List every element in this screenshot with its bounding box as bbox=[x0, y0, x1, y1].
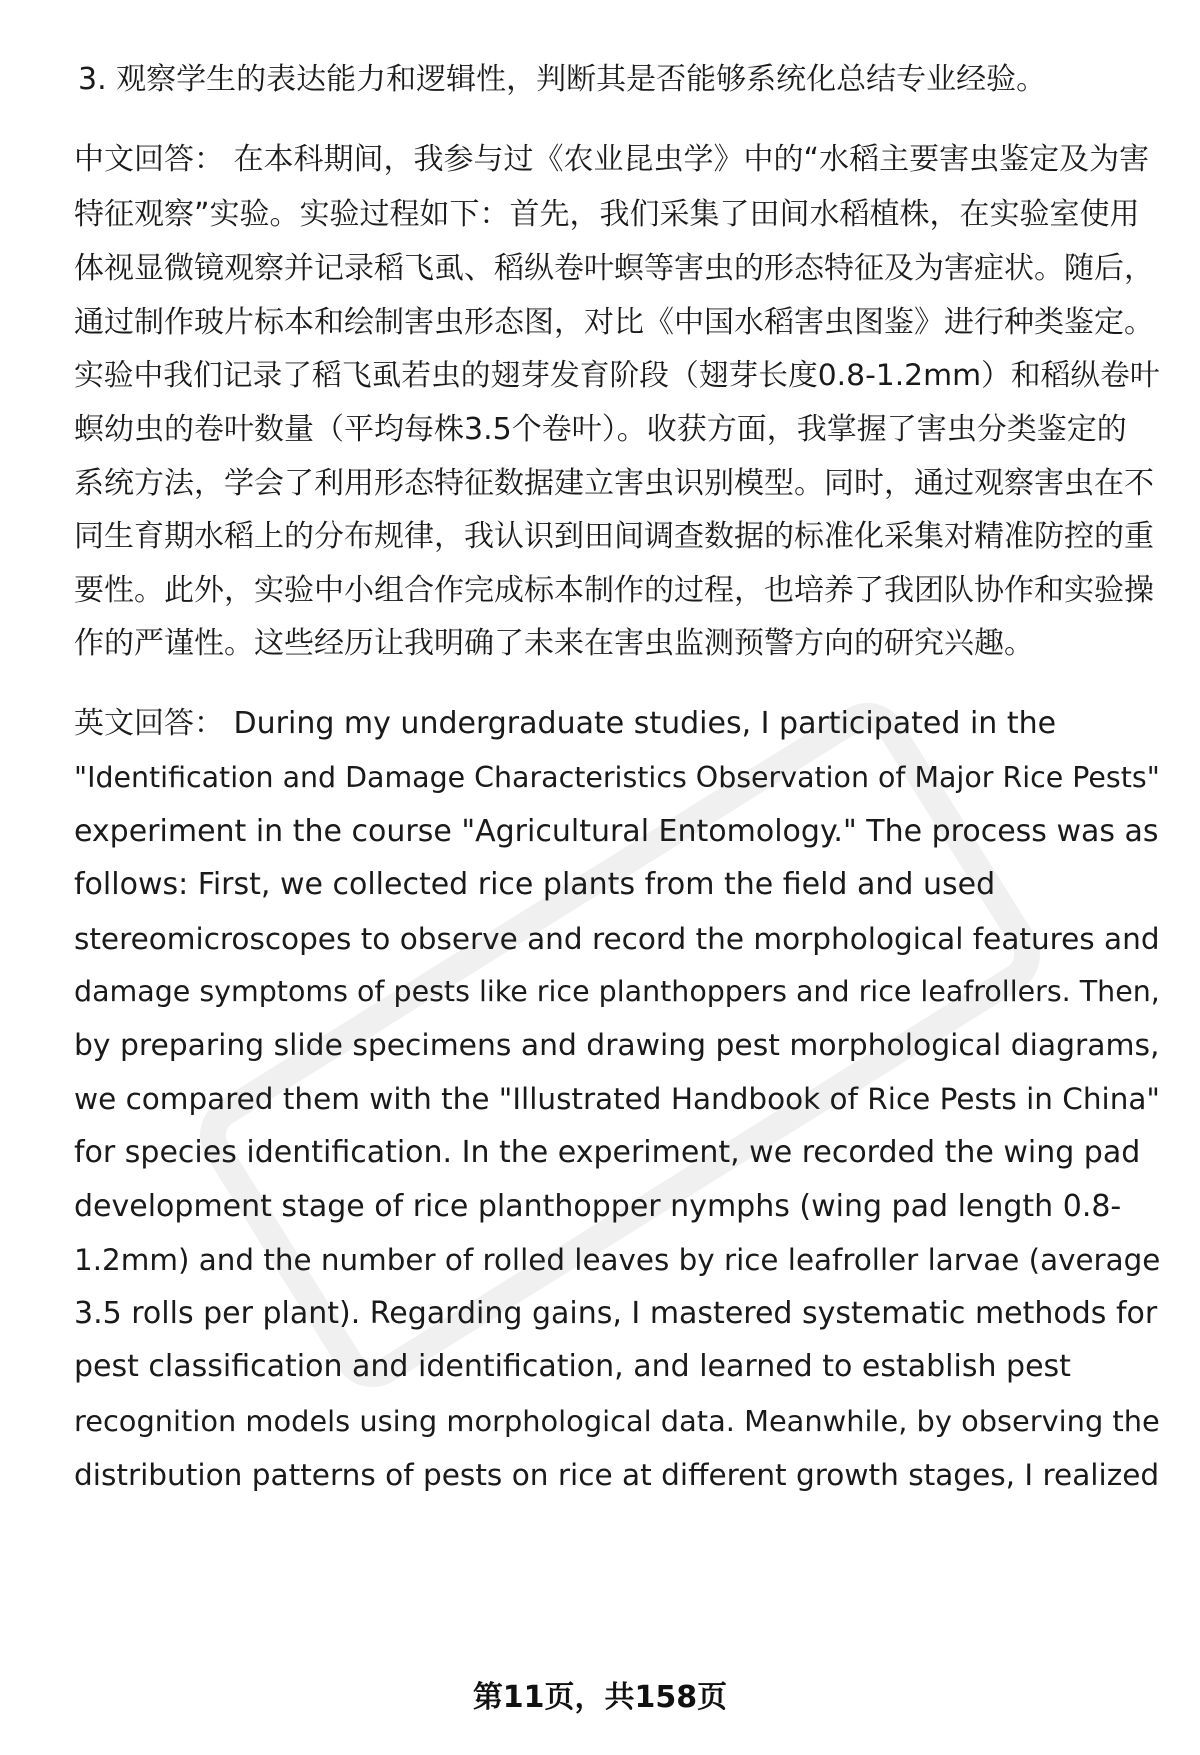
english-answer-line: damage symptoms of pests like rice planthoppers and rice leafrollers. Then, bbox=[74, 975, 1160, 1008]
english-answer-line: follows: First, we collected rice plants from the field and used bbox=[74, 867, 996, 902]
chinese-answer-line: 系统方法，学会了利用形态特征数据建立害虫识别模型。同时，通过观察害虫在不 bbox=[74, 466, 1154, 501]
chinese-answer-line: 特征观察”实验。实验过程如下：首先，我们采集了田间水稻植株，在实验室使用 bbox=[74, 197, 1140, 232]
english-answer-line: distribution patterns of pests on rice at different growth stages, I realized bbox=[74, 1458, 1160, 1492]
english-answer-line: by preparing slide specimens and drawing pest morphological diagrams, bbox=[74, 1028, 1160, 1063]
english-answer-line: 3.5 rolls per plant). Regarding gains, I mastered systematic methods for bbox=[74, 1296, 1158, 1331]
english-answer-line: recognition models using morphological data. Meanwhile, by observing the bbox=[74, 1404, 1160, 1438]
chinese-answer-line: 要性。此外，实验中小组合作完成标本制作的过程，也培养了我团队协作和实验操 bbox=[74, 573, 1154, 608]
chinese-answer-line: 螟幼虫的卷叶数量（平均每株3.5个卷叶）。收获方面，我掌握了害虫分类鉴定的 bbox=[74, 412, 1127, 447]
chinese-answer-line: 通过制作玻片标本和绘制害虫形态图，对比《中国水稻害虫图鉴》进行种类鉴定。 bbox=[74, 305, 1154, 340]
english-answer-line: development stage of rice planthopper nymphs (wing pad length 0.8- bbox=[74, 1189, 1122, 1224]
chinese-answer-line: 同生育期水稻上的分布规律，我认识到田间调查数据的标准化采集对精准防控的重 bbox=[74, 519, 1154, 554]
english-answer-line: 1.2mm) and the number of rolled leaves by rice leafroller larvae (average bbox=[74, 1243, 1161, 1277]
chinese-answer-line: 中文回答： 在本科期间，我参与过《农业昆虫学》中的“水稻主要害虫鉴定及为害 bbox=[74, 142, 1150, 177]
chinese-answer-line: 作的严谨性。这些经历让我明确了未来在害虫监测预警方向的研究兴趣。 bbox=[74, 626, 1034, 661]
english-answer-line: pest classification and identification, and learned to establish pest bbox=[74, 1349, 1071, 1384]
chinese-answer-line: 实验中我们记录了稻飞虱若虫的翅芽发育阶段（翅芽长度0.8-1.2mm）和稻纵卷叶 bbox=[74, 358, 1160, 393]
english-answer-line: stereomicroscopes to observe and record the morphological features and bbox=[74, 922, 1160, 956]
list-item-3: 3. 观察学生的表达能力和逻辑性，判断其是否能够系统化总结专业经验。 bbox=[78, 62, 1047, 97]
english-answer-line: for species identification. In the experiment, we recorded the wing pad bbox=[74, 1135, 1141, 1170]
english-answer-line: we compared them with the "Illustrated Handbook of Rice Pests in China" bbox=[74, 1082, 1160, 1116]
chinese-answer-line: 体视显微镜观察并记录稻飞虱、稻纵卷叶螟等害虫的形态特征及为害症状。随后， bbox=[74, 251, 1154, 286]
english-answer-line: "Identification and Damage Characteristics Observation of Major Rice Pests" bbox=[74, 761, 1160, 794]
page-number-footer: 第11页，共158页 bbox=[472, 1680, 728, 1715]
english-answer-line: experiment in the course "Agricultural Entomology." The process was as bbox=[74, 814, 1159, 849]
english-answer-line: 英文回答： During my undergraduate studies, I participated in the bbox=[74, 706, 1057, 741]
